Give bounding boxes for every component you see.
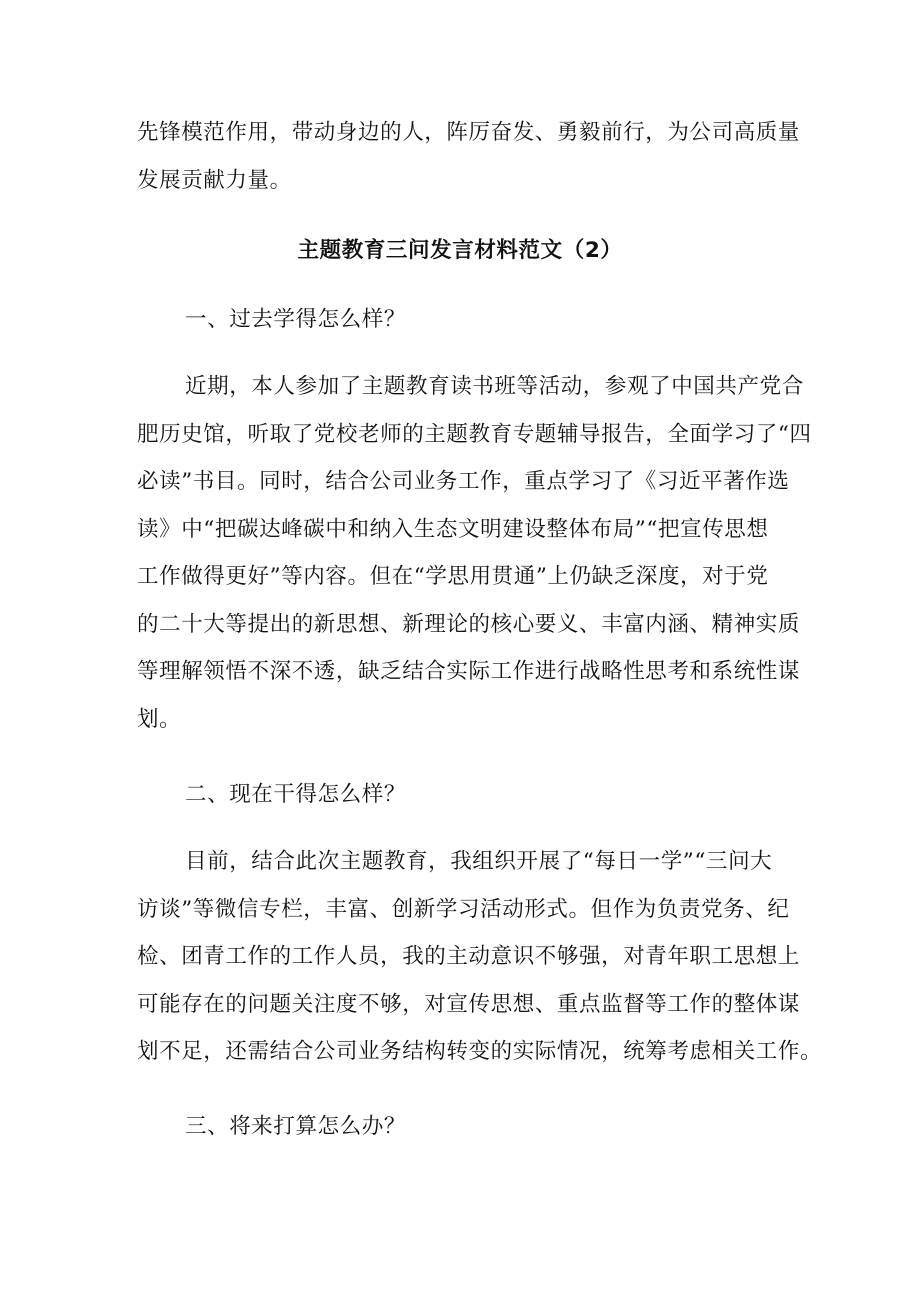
section1-line-7: 等理解领悟不深不透，缺乏结合实际工作进行战略性思考和系统性谋 (137, 659, 801, 684)
section2-line-3: 检、团青工作的工作人员，我的主动意识不够强，对青年职工思想上 (137, 944, 801, 969)
section1-line-4: 读》中“把碳达峰碳中和纳入生态文明建设整体布局”“把宣传思想 (137, 517, 769, 542)
section2-line-1: 目前，结合此次主题教育，我组织开展了“每日一学”“三问大 (185, 849, 773, 874)
section1-line-5: 工作做得更好”等内容。但在“学思用贯通”上仍缺乏深度，对于党 (137, 564, 769, 589)
section2-heading: 二、现在干得怎么样？ (185, 782, 407, 807)
section2-line-4: 可能存在的问题关注度不够，对宣传思想、重点监督等工作的整体谋 (137, 992, 801, 1017)
intro-line-1: 先锋模范作用，带动身边的人，阵厉奋发、勇毅前行，为公司高质量 (137, 120, 801, 145)
section1-line-3: 必读”书目。同时，结合公司业务工作，重点学习了《习近平著作选 (137, 469, 790, 494)
section1-heading: 一、过去学得怎么样？ (185, 307, 407, 332)
document-title: 主题教育三问发言材料范文（2） (297, 238, 623, 263)
section1-line-2: 肥历史馆，听取了党校老师的主题教育专题辅导报告，全面学习了“四 (137, 422, 812, 447)
section1-line-1: 近期，本人参加了主题教育读书班等活动，参观了中国共产党合 (185, 374, 804, 399)
intro-line-2: 发展贡献力量。 (137, 168, 292, 193)
section2-line-2: 访谈”等微信专栏，丰富、创新学习活动形式。但作为负责党务、纪 (137, 897, 790, 922)
section3-heading: 三、将来打算怎么办？ (185, 1114, 407, 1139)
section2-line-5: 划不足，还需结合公司业务结构转变的实际情况，统筹考虑相关工作。 (137, 1039, 823, 1064)
section1-line-6: 的二十大等提出的新思想、新理论的核心要义、丰富内涵、精神实质 (137, 612, 801, 637)
section1-line-8: 划。 (137, 707, 182, 732)
